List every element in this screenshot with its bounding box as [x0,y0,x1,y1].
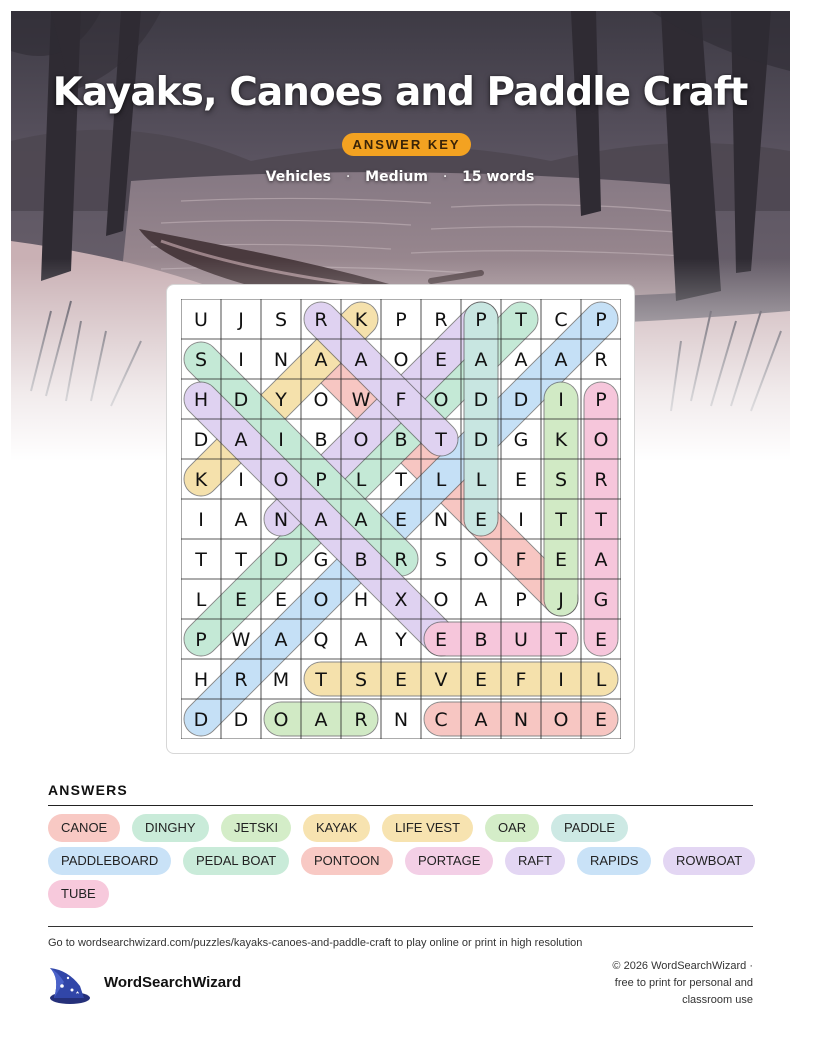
grid-letter: S [274,309,288,331]
answer-chip-life-vest: LIFE VEST [382,814,473,842]
grid-letter: R [354,709,368,731]
grid-letter: I [238,469,244,491]
answer-chip-canoe: CANOE [48,814,120,842]
grid-letter: D [513,389,529,411]
grid-letter: E [594,709,608,731]
grid-letter: S [194,349,208,371]
grid-letter: I [558,389,564,411]
grid-letter: N [273,349,289,371]
grid-letter: E [554,549,568,571]
copyright-note [553,958,753,1009]
grid-letter: B [394,429,408,451]
grid-letter: E [234,589,248,611]
grid-letter: D [233,389,249,411]
answer-chip-pontoon: PONTOON [301,847,393,875]
grid-letter: O [473,549,489,571]
grid-letter: C [554,309,568,331]
grid-letter: F [395,389,407,411]
page-title: Kayaks, Canoes and Paddle Craft [52,70,748,115]
grid-letter: G [513,429,529,451]
grid-letter: I [238,349,244,371]
grid-letter: J [558,589,564,611]
grid-letter: E [514,469,528,491]
grid-letter: O [353,429,369,451]
grid-letter: C [434,709,448,731]
grid-letter: A [234,509,248,531]
grid-letter: E [474,669,488,691]
grid-letter: U [194,309,208,331]
answer-chip-portage: PORTAGE [405,847,493,875]
grid-letter: O [553,709,569,731]
grid-letter: I [518,509,524,531]
answer-key-badge: ANSWER KEY [342,133,471,156]
grid-letter: A [234,429,248,451]
grid-letter: T [235,549,247,571]
grid-letter: L [475,469,487,491]
grid-letter: K [554,429,568,451]
answer-chip-kayak: KAYAK [303,814,370,842]
grid-letter: A [314,509,328,531]
answer-chip-jetski: JETSKI [221,814,291,842]
grid-letter: O [313,389,329,411]
grid-letter: A [354,509,368,531]
answer-chip-rowboat: ROWBOAT [663,847,755,875]
grid-letter: P [315,469,327,491]
divider [48,926,753,927]
grid-letter: P [595,309,607,331]
grid-letter: N [273,509,289,531]
grid-letter: U [514,629,528,651]
grid-letter: E [394,669,408,691]
grid-letter: A [354,629,368,651]
grid-letter: S [554,469,568,491]
puzzle-card [166,284,635,754]
grid-letter: P [595,389,607,411]
grid-letter: O [433,589,449,611]
grid-letter: A [474,709,488,731]
answer-chip-paddleboard: PADDLEBOARD [48,847,171,875]
grid-letter: L [435,469,447,491]
grid-letter: R [434,309,448,331]
grid-letter: E [394,509,408,531]
grid-letter: X [394,589,408,611]
grid-letter: P [195,629,207,651]
grid-letter: K [354,309,368,331]
grid-letter: A [274,629,288,651]
grid-letter: D [193,429,209,451]
category-label: Vehicles [265,169,331,185]
grid-letter: R [234,669,248,691]
grid-letter: O [273,469,289,491]
grid-letter: A [474,349,488,371]
grid-letter: E [274,589,288,611]
grid-letter: L [195,589,207,611]
grid-letter: Q [313,629,329,651]
grid-letter: G [313,549,329,571]
copyright-line: classroom use [682,994,753,1006]
grid-letter: W [231,629,251,651]
grid-letter: T [555,629,567,651]
grid-letter: D [473,429,489,451]
grid-letter: I [558,669,564,691]
grid-letter: D [193,709,209,731]
grid-letter: M [272,669,290,691]
grid-letter: W [351,389,371,411]
grid-letter: A [354,349,368,371]
grid-letter: H [193,389,209,411]
answer-chip-tube: TUBE [48,880,109,908]
grid-letter: H [193,669,209,691]
word-search-grid [181,299,621,739]
grid-letter: T [395,469,407,491]
answer-chip-rapids: RAPIDS [577,847,651,875]
grid-letter: D [233,709,249,731]
grid-letter: V [434,669,448,691]
grid-letter: A [514,349,528,371]
grid-letter: T [195,549,207,571]
grid-letter: N [513,709,529,731]
grid-letter: R [394,549,408,571]
grid-letter: J [238,309,244,331]
grid-letter: E [434,629,448,651]
grid-letter: T [315,669,327,691]
grid-letter: L [355,469,367,491]
separator: · [442,169,448,185]
answer-chip-pedal-boat: PEDAL BOAT [183,847,289,875]
wizard-hat-icon [46,964,92,1006]
grid-letter: N [433,509,449,531]
grid-letter: O [393,349,409,371]
answer-chip-dinghy: DINGHY [132,814,209,842]
grid-letter: L [595,669,607,691]
grid-letter: O [433,389,449,411]
grid-letter: K [194,469,208,491]
grid-letter: G [593,589,609,611]
grid-letter: A [474,589,488,611]
answer-chip-paddle: PADDLE [551,814,628,842]
copyright-line: free to print for personal and [614,977,753,989]
grid-letter: A [594,549,608,571]
grid-letter: O [273,709,289,731]
separator: · [345,169,351,185]
grid-letter: A [314,349,328,371]
grid-letter: E [434,349,448,371]
grid-letter: I [278,429,284,451]
grid-letter: F [515,549,527,571]
grid-letter: P [395,309,407,331]
grid-letter: I [198,509,204,531]
grid-letter: H [353,589,369,611]
copyright-line: © 2026 WordSearchWizard · [612,960,753,972]
grid-letter: B [354,549,368,571]
grid-letter: T [555,509,567,531]
grid-letter: R [594,469,608,491]
grid-letter: O [313,589,329,611]
grid-letter: N [393,709,409,731]
grid-letter: A [314,709,328,731]
answers-heading: ANSWERS [48,782,128,798]
grid-letter: D [273,549,289,571]
grid-letter: Y [275,389,287,411]
answer-chip-raft: RAFT [505,847,565,875]
grid-letter: D [473,389,489,411]
grid-letter: B [314,429,328,451]
grid-letter: F [515,669,527,691]
grid-letter: T [515,309,527,331]
grid-letter: R [594,349,608,371]
brand-name: WordSearchWizard [104,974,242,991]
grid-letter: P [515,589,527,611]
puzzle-meta [0,169,800,185]
grid-letter: A [554,349,568,371]
grid-letter: Y [395,629,407,651]
grid-letter: S [354,669,368,691]
grid-letter: E [474,509,488,531]
word-count-label: 15 words [462,169,535,185]
grid-letter: T [595,509,607,531]
grid-letter: P [475,309,487,331]
grid-letter: T [435,429,447,451]
grid-letter: O [593,429,609,451]
grid-letter: R [314,309,328,331]
footer-link-note: Go to wordsearchwizard.com/puzzles/kayaks-canoes-and-paddle-craft to play online or print in high resolution [48,937,583,949]
grid-letter: B [474,629,488,651]
grid-letter: S [434,549,448,571]
answer-chip-oar: OAR [485,814,539,842]
difficulty-label: Medium [365,169,428,185]
divider [48,805,753,806]
grid-letter: E [594,629,608,651]
